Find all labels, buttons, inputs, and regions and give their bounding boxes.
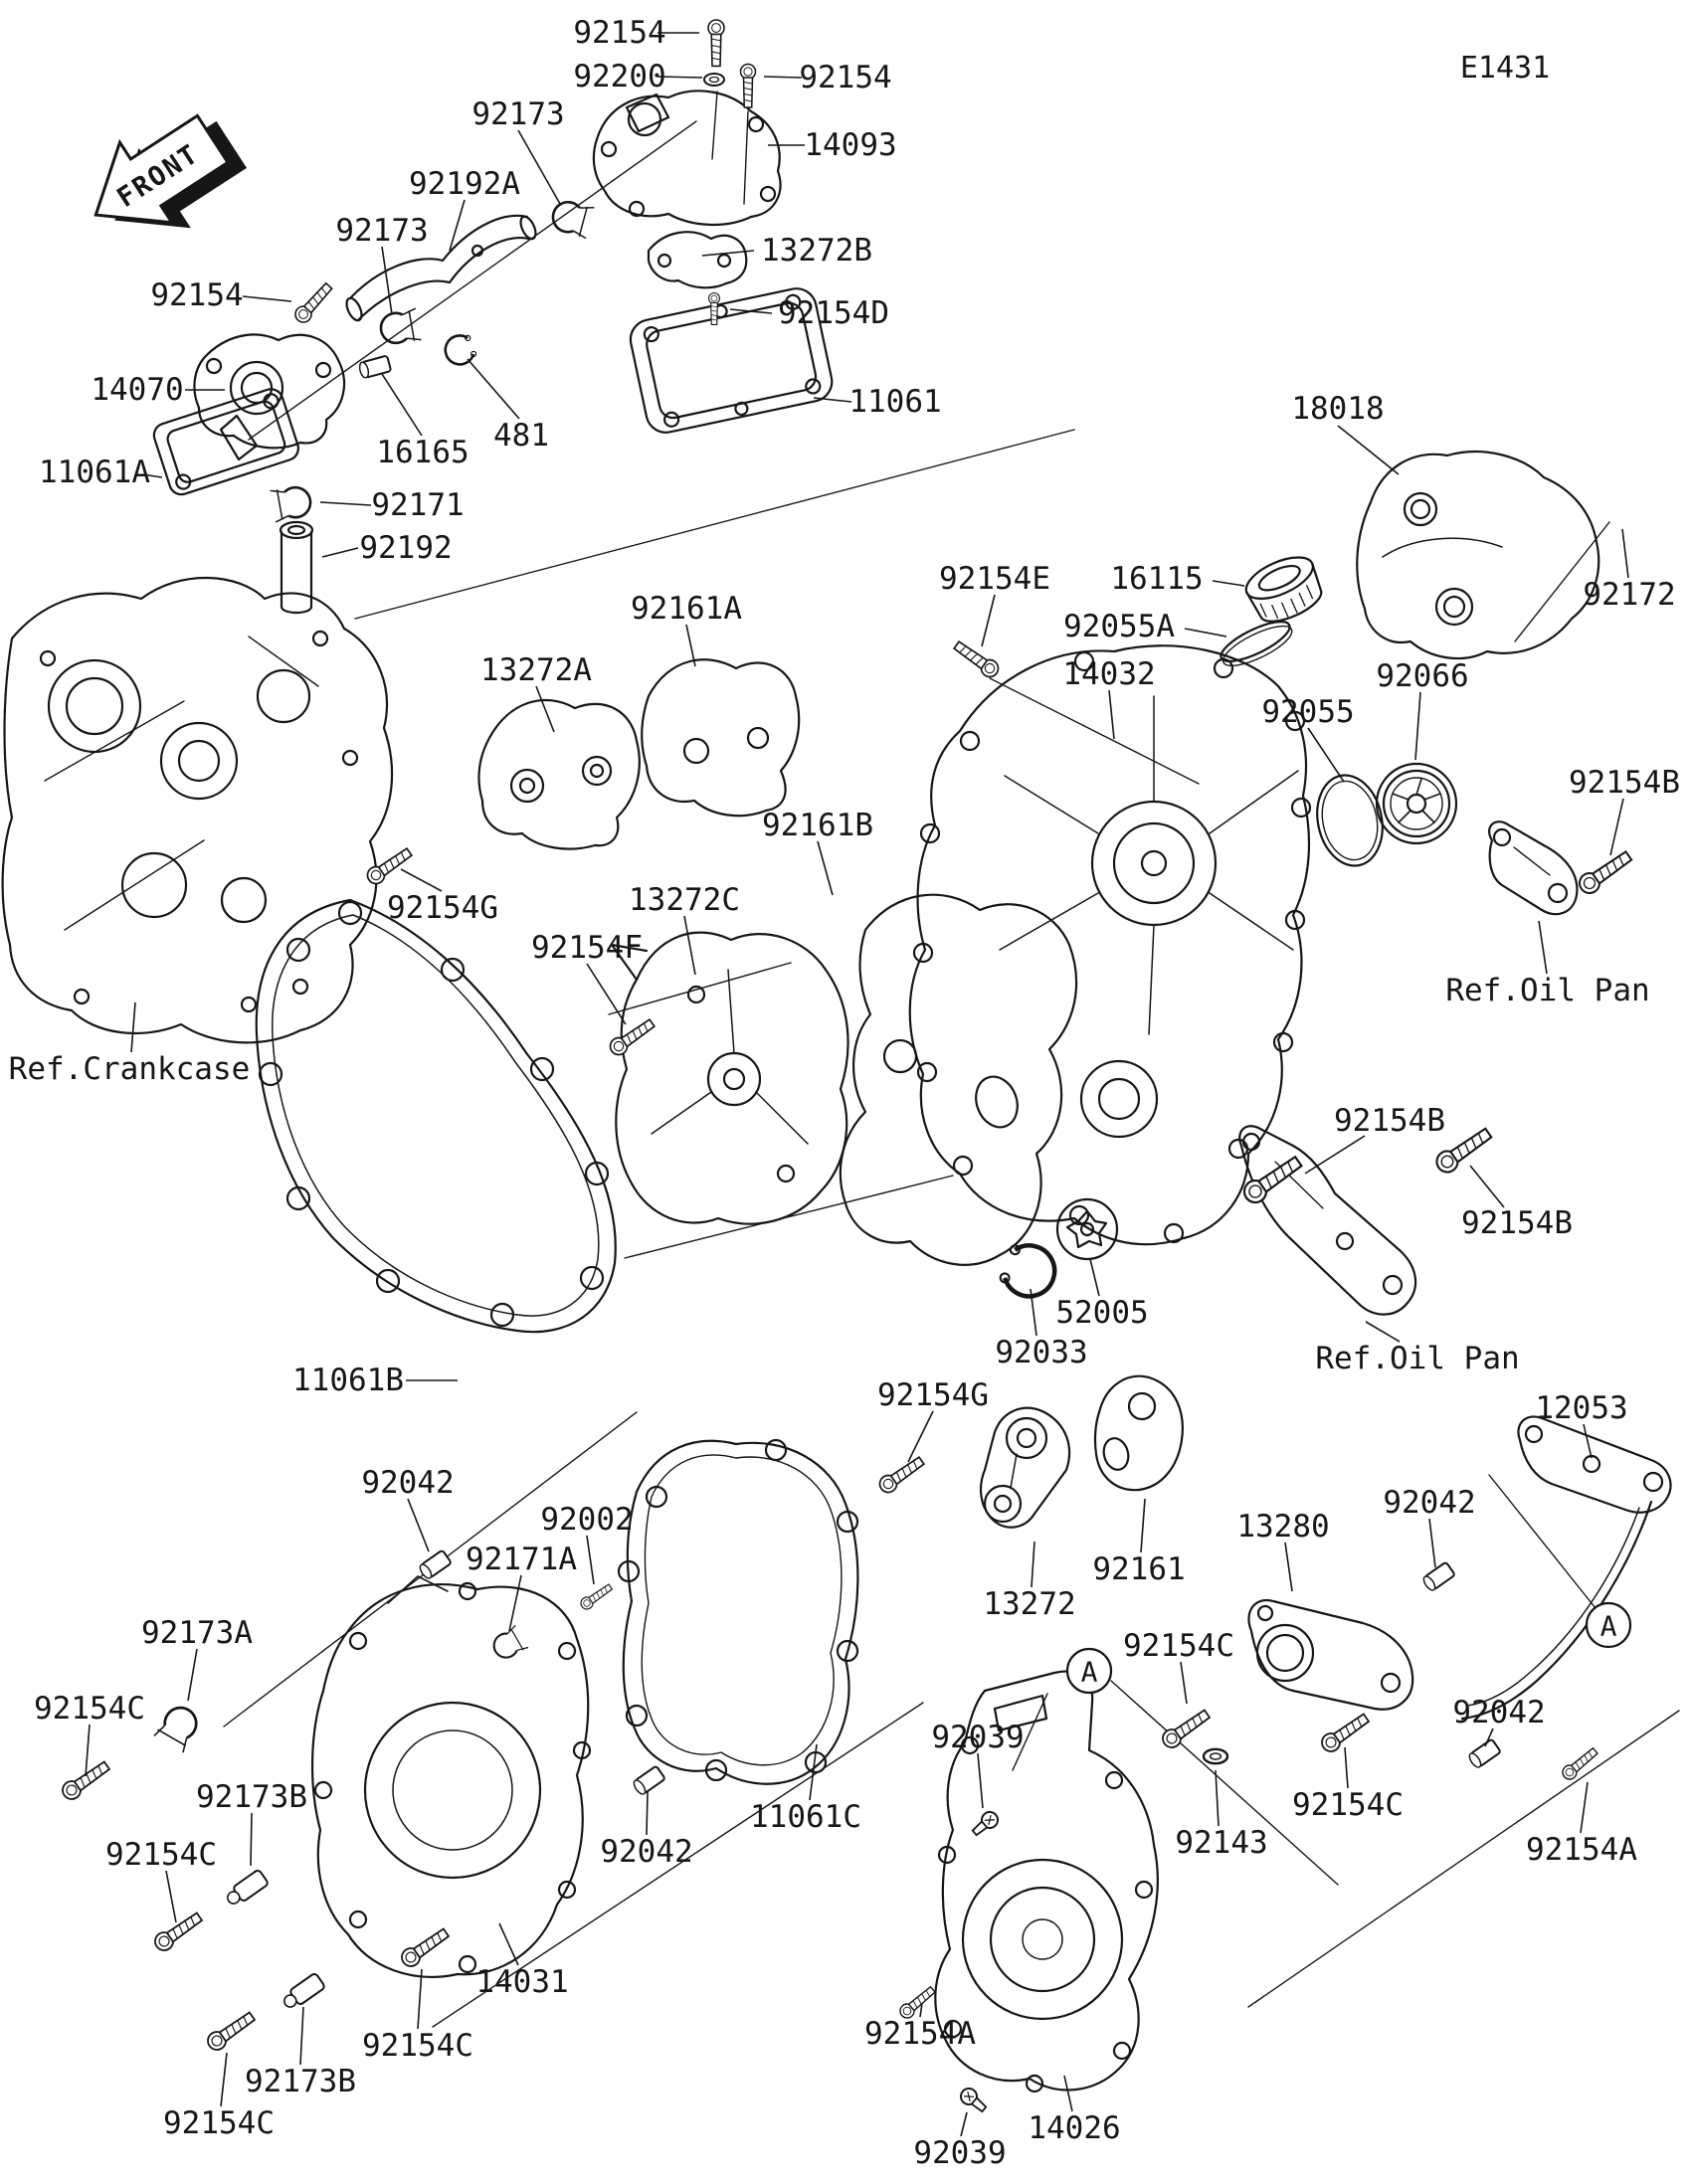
part-number-label: 92042 <box>600 1834 693 1870</box>
leader-line <box>587 1536 594 1584</box>
leader-line <box>468 359 519 419</box>
leader-line <box>131 1002 135 1052</box>
leader-line <box>818 841 833 895</box>
part-number-label: 92154D <box>778 295 889 331</box>
part-oring-92055 <box>1309 769 1391 871</box>
part-number-label: Ref.Crankcase <box>8 1051 251 1087</box>
part-number-label: 92173 <box>335 213 429 249</box>
part-number-label: 11061 <box>848 384 942 420</box>
snap-ring-92033 <box>997 1238 1061 1303</box>
bolt-92154-left <box>292 280 335 325</box>
part-number-label: 92173B <box>196 1779 307 1815</box>
leader-line <box>322 548 358 557</box>
part-number-label: 11061C <box>750 1799 861 1835</box>
leader-line <box>251 1813 252 1866</box>
leader-line <box>382 247 392 314</box>
part-number-label: Ref.Oil Pan <box>1445 973 1650 1008</box>
leader-line <box>647 1792 648 1835</box>
part-number-label: 14093 <box>804 127 897 163</box>
clamp-92173-2 <box>378 308 421 346</box>
bolt-92154a-2 <box>1560 1745 1599 1782</box>
part-number-label: 92154G <box>877 1377 989 1413</box>
part-number-label: 92154C <box>1292 1787 1404 1823</box>
part-number-label: 13280 <box>1236 1509 1330 1545</box>
leader-line <box>730 309 772 313</box>
part-number-label: 92154A <box>1526 1832 1637 1868</box>
bolt-92154c-4 <box>398 1925 451 1970</box>
leader-line <box>1216 1770 1219 1826</box>
part-generator-cover-14031 <box>312 1576 590 1977</box>
part-number-label: 11061A <box>39 455 150 490</box>
leader-line <box>1109 690 1114 739</box>
leader-line <box>1141 1499 1145 1552</box>
front-arrow <box>70 92 258 268</box>
leader-line <box>86 1725 90 1776</box>
bolt-92154c-5 <box>1159 1707 1212 1751</box>
clamp-92173b-2 <box>281 1972 326 2011</box>
part-thermostat-cover-14093 <box>594 91 781 225</box>
bolt-92154g-2 <box>876 1454 926 1496</box>
part-number-label: 92161 <box>1092 1551 1186 1587</box>
part-bracket-12053 <box>1462 1416 1670 1719</box>
clamp-92173a <box>154 1702 203 1752</box>
bolt-92154b-1 <box>1576 847 1634 897</box>
part-pulley-92066 <box>1377 764 1456 843</box>
part-number-label: 18018 <box>1291 391 1385 427</box>
bolt-92154c-2 <box>151 1910 204 1954</box>
part-number-label: 16115 <box>1110 561 1204 597</box>
leader-line <box>1305 1136 1365 1174</box>
bolt-92154g <box>364 845 414 887</box>
bolt-92154c-3 <box>204 2009 257 2054</box>
part-plate-13272c <box>612 933 848 1224</box>
part-number-label: 92039 <box>913 2135 1007 2171</box>
part-number-label: 92173A <box>141 1615 253 1651</box>
bolt-92002 <box>579 1582 614 1612</box>
part-oil-pump-rotor-52005 <box>1057 1199 1117 1259</box>
leader-line <box>764 77 802 78</box>
part-number-label: 92154B <box>1569 765 1680 801</box>
leader-line <box>1345 1747 1348 1788</box>
dowel-92042-2 <box>632 1766 665 1796</box>
page-code: E1431 <box>1459 51 1551 86</box>
leader-line <box>509 1575 521 1631</box>
part-number-label: 92192 <box>359 530 453 566</box>
part-bracket-ref-oil-pan-1 <box>1489 821 1577 914</box>
leader-line <box>684 916 695 975</box>
part-number-label: 14031 <box>475 1964 569 2000</box>
part-number-label: 92042 <box>361 1465 455 1501</box>
part-number-label: 13272B <box>761 233 872 269</box>
collar-92143 <box>1204 1749 1227 1763</box>
part-number-label: 92171 <box>371 487 465 523</box>
part-number-label: 92154C <box>34 1691 145 1727</box>
part-number-label: 92154C <box>1123 1628 1234 1664</box>
part-number-label: 13272A <box>480 652 592 688</box>
clamp-92171a <box>489 1625 528 1662</box>
leader-line <box>499 1923 518 1965</box>
part-number-label: 92154G <box>387 890 498 926</box>
leader-line <box>320 502 371 505</box>
snap-ring-481 <box>442 331 478 368</box>
front-arrow-label: FRONT <box>111 138 205 214</box>
leader-line <box>188 1649 197 1701</box>
part-thermostat-housing-14070 <box>194 334 344 459</box>
leader-line <box>1032 1542 1034 1587</box>
leader-line <box>1308 728 1344 782</box>
part-number-label: 92033 <box>995 1335 1088 1370</box>
part-cover-92161 <box>1095 1376 1183 1490</box>
leader-line <box>982 595 995 646</box>
dowel-92042-3 <box>1421 1562 1455 1592</box>
callout-letter: A <box>1599 1609 1617 1643</box>
bolt-92154f <box>607 1016 657 1058</box>
part-number-label: 92154C <box>105 1837 217 1873</box>
leader-line <box>450 200 465 251</box>
part-number-label: 92154E <box>939 561 1050 597</box>
bolt-92154-top2 <box>741 65 756 108</box>
part-number-label: 481 <box>493 418 549 454</box>
part-number-label: 92154F <box>531 930 643 966</box>
part-number-label: 14026 <box>1028 2110 1121 2146</box>
part-number-label: 92039 <box>931 1720 1025 1755</box>
part-bracket-ref-oil-pan-2 <box>1239 1126 1415 1314</box>
leader-line <box>536 686 554 732</box>
leader-line <box>401 869 442 891</box>
part-number-label: 92154C <box>163 2105 275 2141</box>
leader-line <box>221 2053 227 2106</box>
callout-letter: A <box>1080 1655 1098 1689</box>
part-breather-tube-92192 <box>281 522 312 613</box>
part-number-label: 92154 <box>150 277 244 313</box>
bolt-92154e <box>952 638 1002 680</box>
leader-line <box>1185 629 1226 637</box>
leader-line <box>518 130 560 204</box>
bolt-92154c-1 <box>59 1758 111 1803</box>
part-number-label: Ref.Oil Pan <box>1315 1341 1520 1376</box>
screw-92039-2 <box>958 2086 990 2115</box>
part-clutch-cover-14032 <box>910 645 1310 1244</box>
leader-line <box>166 1871 176 1922</box>
part-number-label: 92173 <box>471 96 565 132</box>
bolt-92154-top <box>708 20 724 66</box>
leader-line <box>1470 1166 1504 1207</box>
part-crankcase-drawing <box>3 578 392 1042</box>
part-number-label: 92042 <box>1452 1695 1546 1730</box>
part-number-label: 92200 <box>573 59 666 94</box>
leader-line <box>1090 1259 1099 1296</box>
part-number-label: 13272 <box>983 1586 1076 1622</box>
leader-line <box>961 2112 967 2136</box>
leader-line <box>1415 692 1420 760</box>
part-number-label: 92161A <box>631 591 742 627</box>
leader-line <box>1429 1519 1435 1567</box>
dowel-92042-4 <box>1467 1739 1501 1769</box>
part-damper-92161b <box>841 895 1076 1265</box>
leader-line <box>1366 1322 1400 1342</box>
part-number-label: 12053 <box>1535 1390 1628 1426</box>
clamp-92173b-1 <box>224 1869 270 1908</box>
part-number-label: 52005 <box>1055 1295 1149 1331</box>
part-number-label: 92002 <box>540 1502 634 1538</box>
part-number-label: 92042 <box>1383 1485 1476 1521</box>
part-number-label: 92171A <box>466 1542 577 1577</box>
washer-92200 <box>704 74 724 86</box>
leader-line <box>382 374 422 436</box>
part-number-label: 92154 <box>573 15 666 51</box>
part-number-label: 92066 <box>1376 658 1469 694</box>
leader-line <box>1622 529 1628 578</box>
part-number-label: 92154B <box>1461 1205 1573 1241</box>
part-number-label: 92192A <box>409 166 520 202</box>
leader-line <box>243 296 291 301</box>
part-number-label: 92172 <box>1583 577 1676 613</box>
clamp-92173-1 <box>549 198 594 239</box>
part-number-label: 92161B <box>762 808 873 843</box>
part-number-label: 16165 <box>376 435 470 470</box>
part-number-label: 13272C <box>629 882 740 918</box>
leader-line <box>1064 2076 1072 2111</box>
screw-92039-1 <box>970 1809 1002 1839</box>
part-plate-13272a <box>478 700 639 849</box>
part-guard-cover-18018 <box>1357 452 1598 658</box>
leader-line <box>1338 426 1399 474</box>
annotation-layer <box>9 15 1680 2171</box>
leader-line <box>418 1969 422 2029</box>
leader-line <box>1584 1424 1592 1458</box>
leader-line <box>1213 581 1244 586</box>
part-number-label: 92055 <box>1261 694 1355 730</box>
part-number-label: 14070 <box>91 372 184 408</box>
part-plate-13272b <box>649 232 746 287</box>
part-number-label: 14032 <box>1062 656 1156 692</box>
part-bracket-13280 <box>1248 1600 1412 1710</box>
bolt-92154b-2 <box>1240 1153 1305 1207</box>
leader-line <box>1285 1543 1292 1591</box>
part-gasket-11061c <box>619 1440 857 1784</box>
part-damper-92161a <box>642 659 799 816</box>
part-number-label: 92055A <box>1063 609 1175 644</box>
part-number-label: 92143 <box>1175 1825 1268 1861</box>
leader-line <box>1539 921 1547 974</box>
leader-line <box>587 964 626 1024</box>
part-number-label: 92173B <box>245 2064 356 2099</box>
part-number-label: 11061B <box>292 1363 404 1398</box>
part-chain-tensioner-13272 <box>981 1408 1069 1528</box>
leader-line <box>1610 799 1623 855</box>
leader-line <box>1181 1662 1187 1704</box>
part-number-label: 92154B <box>1334 1103 1445 1139</box>
leader-line <box>978 1753 983 1808</box>
leader-line <box>300 2007 303 2065</box>
clamp-92171 <box>271 484 313 522</box>
part-oil-filler-cap-16115 <box>1240 549 1329 630</box>
part-number-label: 92154A <box>864 2016 976 2052</box>
leader-line <box>908 1411 933 1462</box>
part-oring-92055a <box>1217 615 1297 673</box>
leader-line <box>408 1499 429 1551</box>
part-number-label: 92154 <box>799 60 892 95</box>
leader-line <box>1581 1782 1588 1833</box>
part-number-label: 92154C <box>362 2028 473 2064</box>
